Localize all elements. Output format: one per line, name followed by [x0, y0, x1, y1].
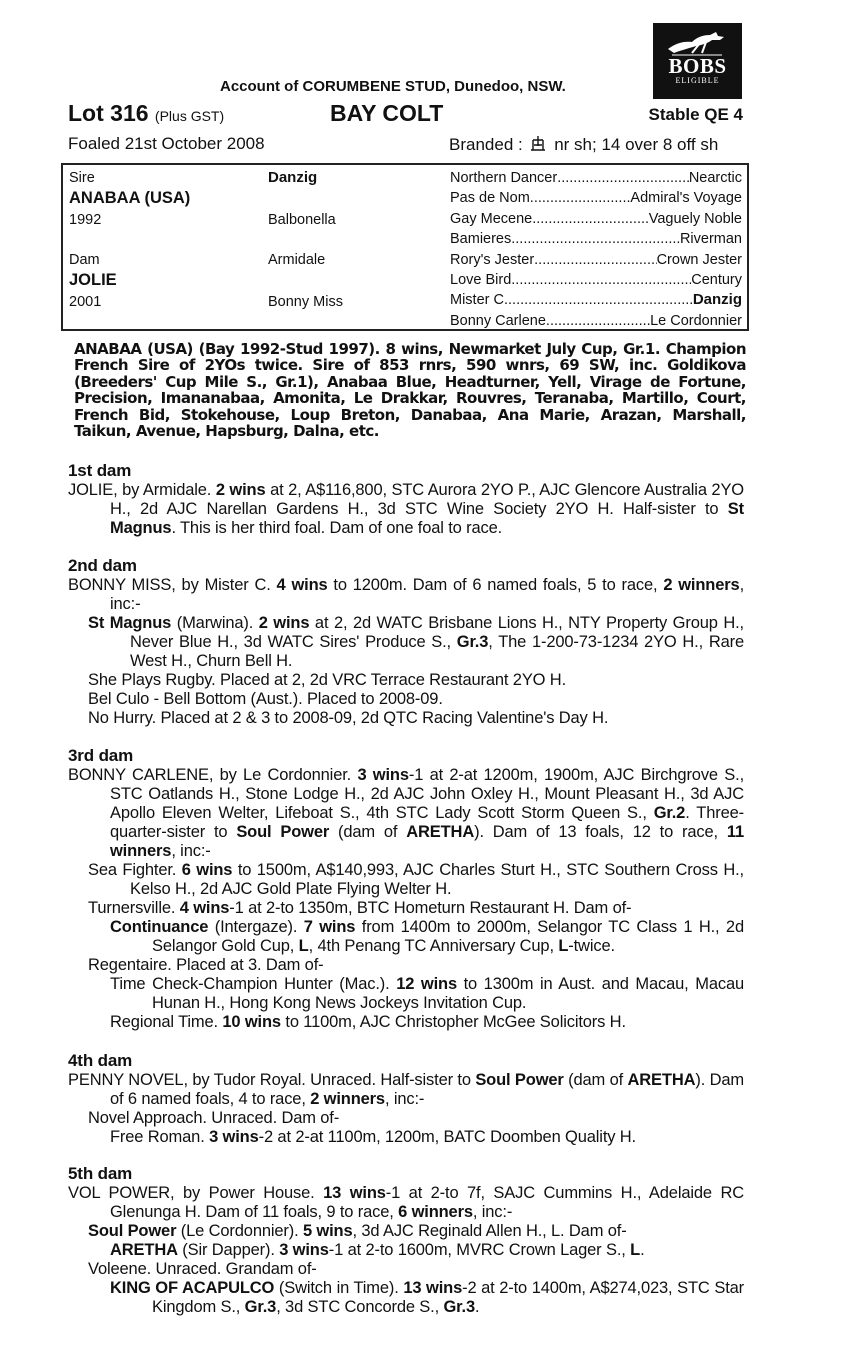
brand-info	[449, 134, 718, 155]
text-run: , inc:-	[171, 842, 211, 860]
dam-section	[68, 556, 744, 728]
progeny-entry	[68, 671, 744, 690]
lot-label: Lot 316	[68, 100, 149, 126]
bold-text: L	[298, 937, 309, 955]
text-run: BONNY CARLENE, by Le Cordonnier.	[68, 766, 358, 784]
progeny-entry	[68, 1241, 744, 1260]
branded-text: nr sh; 14 over 8 off sh	[554, 135, 719, 154]
text-run: Regional Time.	[110, 1013, 223, 1031]
text-run: .	[474, 1298, 480, 1316]
dam-section	[68, 461, 744, 538]
progeny-entry	[68, 1128, 744, 1147]
grandparent-row	[450, 312, 742, 330]
bold-text: 7 wins	[303, 918, 356, 936]
grandsire-name: Northern Dancer	[450, 170, 558, 186]
bold-text: Continuance	[110, 918, 209, 936]
bold-text: Soul Power	[236, 823, 330, 841]
grandparent-row	[450, 271, 742, 289]
dam-section	[68, 746, 744, 1032]
dam-entry	[68, 481, 744, 538]
bold-text: Soul Power	[88, 1222, 177, 1240]
bold-text: ARETHA	[406, 823, 475, 841]
progeny-entry	[68, 956, 744, 975]
bold-text: 6 wins	[181, 861, 233, 879]
bold-text: 2 winners	[310, 1090, 385, 1108]
grandsire-name: Bamieres	[450, 231, 512, 248]
text-run: , The 1-200-73-1234 2YO H., Rare West H., Churn Bell H.	[130, 633, 744, 670]
sire-summary: ANABAA (USA) (Bay 1992-Stud 1997). 8 wins, Newmarket July Cup, Gr.1. Champion French Sire of 2YOs twice. Sire of 853 rnrs, 590 wnrs, 69 SW, inc. Goldikova (Breeders' Cup Mile S., Gr.1), Anabaa Blue, Headturner, Yell, Virage de Fortune, Precision, Imananabaa, Amonita, Le Drakkar, Rouvres, Teranaba, Martillo, Court, French Bid, Stokehouse, Loup Breton, Danabaa, Ana Marie, Arazan, Marshall, Taikun, Avenue, Hapsburg, Dalna, etc.	[74, 340, 746, 441]
progeny-entry	[68, 709, 744, 728]
bold-text: 6 winners	[398, 1203, 473, 1221]
text-run: ). Dam of 6 named foals, 4 to race,	[110, 1071, 744, 1108]
pedigree-table	[61, 163, 749, 331]
section-heading: 4th dam	[68, 1051, 133, 1070]
grandsire-name: Rory's Jester	[450, 251, 535, 268]
progeny-entry	[68, 1109, 744, 1128]
stable-location: Stable QE 4	[648, 105, 743, 124]
great-grandsire-name: Crown Jester	[656, 251, 742, 268]
sire-sire: Danzig	[268, 169, 318, 186]
lot-line	[68, 100, 743, 130]
dot-leader	[511, 230, 680, 248]
text-run: . This is her third foal. Dam of one foal to race.	[171, 519, 503, 537]
grandsire-name: Love Bird	[450, 272, 512, 288]
great-grandsire-name: Le Cordonnier	[650, 312, 742, 329]
bold-text: 3 wins	[279, 1241, 329, 1259]
dam-dam: Bonny Miss	[268, 294, 343, 310]
section-heading: 5th dam	[68, 1164, 133, 1183]
progeny-entry	[68, 899, 744, 918]
bold-text: L	[558, 937, 569, 955]
progeny-entry	[68, 975, 744, 1013]
bold-text: 4 wins	[276, 576, 328, 594]
text-run: at 2, 2d WATC Brisbane Lions H., NTY Property Group H., Never Blue H., 3d WATC Sires' Produce S.,	[130, 614, 744, 651]
text-run: -1 at 2-to 1600m, MVRC Crown Lager S.,	[328, 1241, 631, 1259]
sire-year: 1992	[69, 212, 102, 228]
text-run: -1 at 2-to 1350m, BTC Hometurn Restaurant H. Dam of-	[229, 899, 632, 917]
text-run: Sea Fighter.	[88, 861, 182, 879]
text-run: BONNY MISS, by Mister C.	[68, 576, 277, 594]
bobs-logo	[653, 23, 742, 99]
text-run: No Hurry. Placed at 2 & 3 to 2008-09, 2d QTC Racing Valentine's Day H.	[88, 709, 609, 727]
dot-leader	[530, 189, 631, 207]
bold-text: 10 wins	[222, 1013, 281, 1031]
bold-text: 13 wins	[323, 1184, 386, 1202]
text-run: from 1400m to 2000m, Selangor TC Class 1 H., 2d Selangor Gold Cup,	[152, 918, 744, 955]
dot-leader	[534, 251, 656, 269]
text-run: (dam of	[563, 1071, 628, 1089]
text-run: . Three-quarter-sister to	[110, 804, 744, 841]
great-grandsire-name: Century	[691, 272, 742, 288]
dam-name: JOLIE	[69, 271, 117, 289]
dam-section	[68, 1164, 744, 1317]
horse-description: BAY COLT	[330, 100, 444, 126]
brand-mark-icon	[529, 134, 547, 152]
text-run: to 1300m in Aust. and Macau, Macau Hunan H., Hong Kong News Jockeys Invitation Cup.	[152, 975, 745, 1012]
text-run: -2 at 2-at 1100m, 1200m, BATC Doomben Quality H.	[258, 1128, 636, 1146]
text-run: at 2, A$116,800, STC Aurora 2YO P., AJC Glencore Australia 2YO H., 2d AJC Narellan Gardens H., 3d STC Wine Society 2YO H. Half-sister to	[110, 481, 744, 518]
progeny-entry	[68, 861, 744, 899]
bold-text: Gr.3	[443, 1298, 475, 1316]
grandparent-row	[450, 230, 742, 248]
text-run: Novel Approach. Unraced. Dam of-	[88, 1109, 340, 1127]
text-run: , inc:-	[472, 1203, 513, 1221]
text-run: JOLIE, by Armidale.	[68, 481, 216, 499]
lot-number	[68, 100, 224, 127]
bold-text: 11 winners	[110, 823, 744, 860]
logo-text: BOBS	[668, 54, 727, 78]
text-run: , 3d AJC Reginald Allen H., L. Dam of-	[352, 1222, 627, 1240]
great-grandsire-name: Vaguely Noble	[648, 210, 742, 227]
text-run: -1 at 2-at 1200m, 1900m, AJC Birchgrove S., STC Oatlands H., Stone Lodge H., 2d AJC John Oxley H., Mount Pleasant H., 3d AJC Apollo Eleven Welter, Lifeboat S., 4th STC Lady Scott Storm Queen S.,	[110, 766, 745, 822]
progeny-entry	[68, 614, 744, 671]
text-run: , 3d STC Concorde S.,	[276, 1298, 444, 1316]
grandsire-name: Bonny Carlene	[450, 312, 546, 329]
dot-leader	[546, 312, 650, 330]
bold-text: KING OF ACAPULCO	[110, 1279, 275, 1297]
grandparent-row	[450, 169, 742, 187]
bold-text: 3 wins	[357, 766, 409, 784]
grandparent-row	[450, 189, 742, 207]
bold-text: ARETHA	[110, 1241, 178, 1259]
text-run: , inc:-	[384, 1090, 425, 1108]
text-run: Voleene. Unraced. Grandam of-	[88, 1260, 317, 1278]
progeny-entry	[68, 1013, 744, 1032]
bold-text: 2 wins	[215, 481, 266, 499]
section-heading: 2nd dam	[68, 556, 137, 575]
text-run: -1 at 2-to 7f, SAJC Cummins H., Adelaide RC Glenunga H. Dam of 11 foals, 9 to race,	[110, 1184, 745, 1221]
text-run: Time Check-Champion Hunter (Mac.).	[110, 975, 397, 993]
bold-text: 4 wins	[179, 899, 230, 917]
progeny-entry	[68, 918, 744, 956]
section-heading: 1st dam	[68, 461, 132, 480]
horse-icon	[662, 29, 734, 57]
gst-note: (Plus GST)	[154, 108, 225, 124]
text-run: to 1500m, A$140,993, AJC Charles Sturt H., STC Southern Cross H., Kelso H., 2d AJC Gold Plate Flying Welter H.	[130, 861, 744, 898]
great-grandsire-name: Danzig	[692, 291, 742, 309]
dot-leader	[504, 291, 693, 309]
grandparent-row	[450, 251, 742, 269]
dot-leader	[511, 271, 691, 289]
text-run: (Intergaze).	[208, 918, 304, 936]
text-run: Regentaire. Placed at 3. Dam of-	[88, 956, 324, 974]
dam-entry	[68, 1184, 744, 1222]
text-run: Bel Culo - Bell Bottom (Aust.). Placed to 2008-09.	[88, 690, 443, 708]
progeny-entry	[68, 1222, 744, 1241]
text-run: (Switch in Time).	[274, 1279, 404, 1297]
grandsire-name: Gay Mecene	[450, 210, 533, 227]
text-run: to 1200m. Dam of 6 named foals, 5 to race,	[327, 576, 664, 594]
bold-text: ARETHA	[627, 1071, 696, 1089]
dam-section	[68, 1051, 744, 1147]
bold-text: 12 wins	[396, 975, 457, 993]
grandparent-row	[450, 210, 742, 228]
bold-text: 5 wins	[302, 1222, 353, 1240]
text-run: -2 at 2-to 1400m, A$274,023, STC Star Kingdom S.,	[152, 1279, 744, 1316]
bold-text: 2 winners	[663, 576, 740, 594]
bold-text: St Magnus	[110, 500, 744, 537]
text-run: , 4th Penang TC Anniversary Cup,	[308, 937, 559, 955]
sire-label: Sire	[69, 170, 95, 186]
text-run: (Sir Dapper).	[177, 1241, 280, 1259]
progeny-entry	[68, 1279, 744, 1317]
text-run: (Marwina).	[171, 614, 259, 632]
text-run: .	[640, 1241, 645, 1259]
text-run: , inc:-	[110, 576, 744, 613]
great-grandsire-name: Nearctic	[688, 170, 742, 186]
branded-label: Branded :	[449, 135, 523, 154]
progeny-entry	[68, 690, 744, 709]
foaling-date: Foaled 21st October 2008	[68, 134, 265, 153]
text-run: She Plays Rugby. Placed at 2, 2d VRC Terrace Restaurant 2YO H.	[88, 671, 566, 689]
text-run: VOL POWER, by Power House.	[68, 1184, 324, 1202]
vendor-account: Account of CORUMBENE STUD, Dunedoo, NSW.	[220, 78, 566, 95]
bold-text: Gr.2	[653, 804, 686, 822]
text-run: -twice.	[568, 937, 615, 955]
bold-text: St Magnus	[88, 614, 172, 632]
dam-year: 2001	[69, 294, 102, 310]
dam-entry	[68, 576, 744, 614]
dam-label: Dam	[69, 252, 100, 268]
text-run: PENNY NOVEL, by Tudor Royal. Unraced. Half-sister to	[68, 1071, 476, 1089]
text-run: Turnersville.	[88, 899, 180, 917]
text-run: (dam of	[329, 823, 407, 841]
bold-text: 3 wins	[209, 1128, 259, 1146]
grandsire-name: Pas de Nom	[450, 190, 530, 207]
bold-text: 2 wins	[258, 614, 310, 632]
section-heading: 3rd dam	[68, 746, 134, 765]
text-run: to 1100m, AJC Christopher McGee Solicitors H.	[280, 1013, 626, 1031]
dot-leader	[532, 210, 649, 228]
great-grandsire-name: Riverman	[679, 231, 742, 248]
dot-leader	[557, 169, 689, 187]
text-run: ). Dam of 13 foals, 12 to race,	[474, 823, 727, 841]
sire-name: ANABAA (USA)	[69, 189, 191, 207]
grandsire-name: Mister C	[450, 292, 504, 309]
bold-text: Gr.3	[456, 633, 489, 651]
text-run: Free Roman.	[110, 1128, 210, 1146]
dam-entry	[68, 1071, 744, 1109]
grandparent-row	[450, 291, 742, 309]
sire-dam: Balbonella	[268, 212, 336, 228]
bold-text: Soul Power	[475, 1071, 564, 1089]
bold-text: L	[630, 1241, 641, 1259]
great-grandsire-name: Admiral's Voyage	[630, 190, 742, 207]
dam-sire: Armidale	[268, 252, 326, 268]
progeny-entry	[68, 1260, 744, 1279]
text-run: (Le Cordonnier).	[176, 1222, 303, 1240]
logo-subtext: ELIGIBLE	[675, 76, 720, 85]
bold-text: Gr.3	[244, 1298, 277, 1316]
bold-text: 13 wins	[403, 1279, 463, 1297]
dam-entry	[68, 766, 744, 861]
